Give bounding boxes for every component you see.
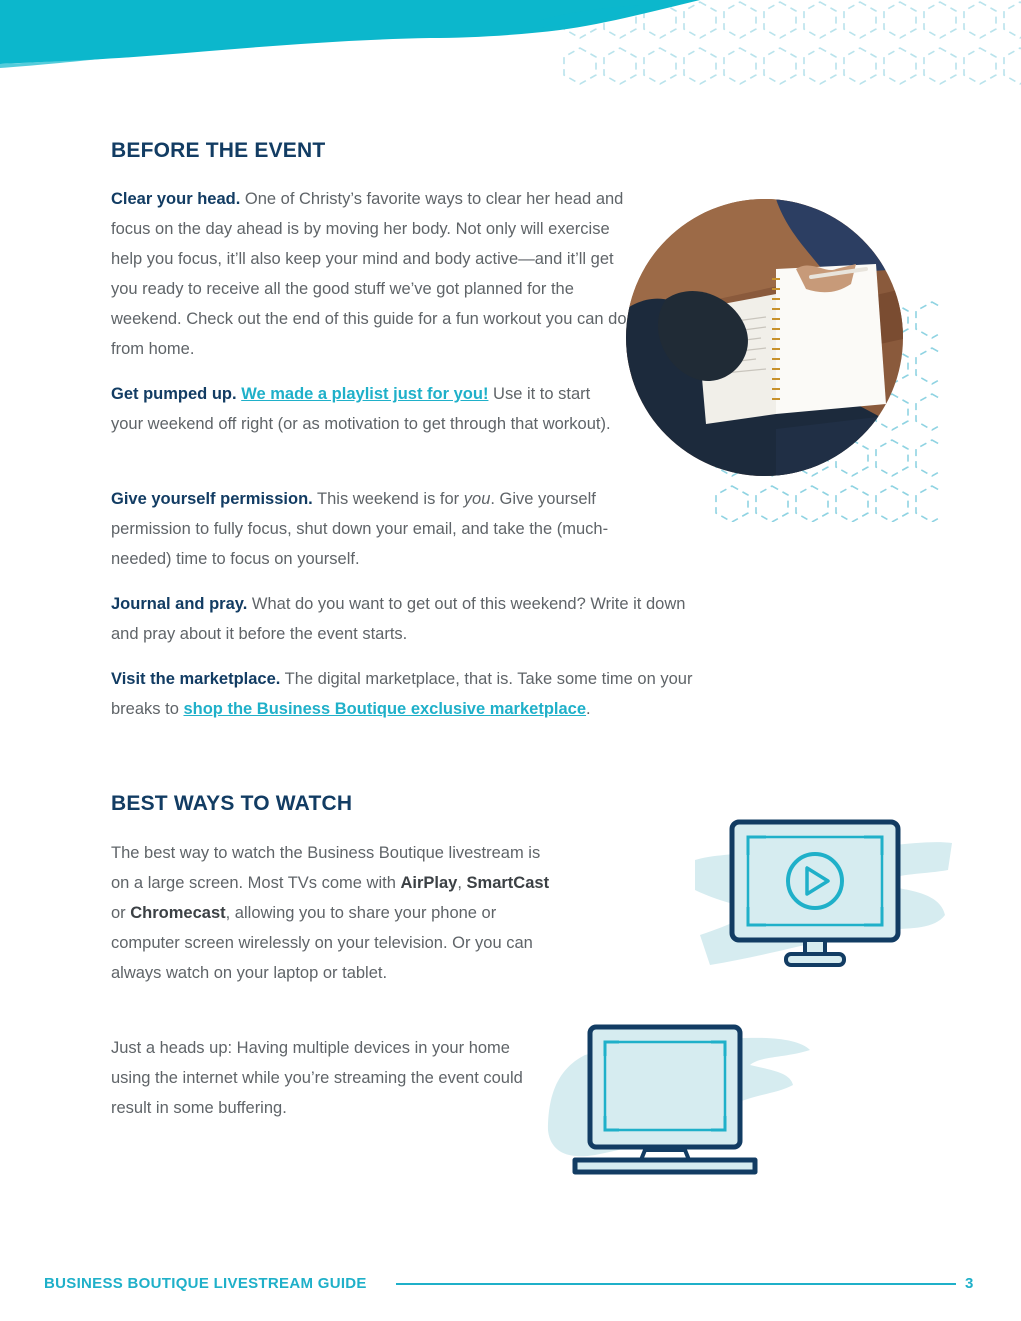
journal-photo [626,199,903,476]
before-event-heading: BEFORE THE EVENT [111,139,326,162]
watch-text-b: , [457,874,467,892]
laptop-icon [545,1020,815,1180]
permission-lead: Give yourself permission. [111,490,313,508]
marketplace-end: . [586,700,591,718]
permission-paragraph [111,484,656,574]
marketplace-paragraph [111,664,711,724]
playlist-link[interactable]: We made a playlist just for you! [241,385,489,403]
marketplace-link[interactable]: shop the Business Boutique exclusive marketplace [183,700,587,718]
watch-text-c: or [111,904,131,922]
permission-text-a: This weekend is for [312,490,464,508]
journal-text: What do you want to get out of this weekend? Write it down and pray about it before the event starts. [111,595,686,643]
pumped-up-text: Use it to start your weekend off right (or as motivation to get through that workout). [111,385,611,433]
clear-head-lead: Clear your head. [111,190,241,208]
pumped-up-lead: Get pumped up. [111,385,237,403]
journal-paragraph [111,589,701,649]
page-number: 3 [965,1275,974,1292]
monitor-play-icon [690,815,955,975]
watch-paragraph-2: Just a heads up: Having multiple devices in your home using the internet while you’re streaming the event could result in some buffering. [111,1039,523,1117]
clear-head-paragraph [111,184,641,364]
smartcast-label: SmartCast [466,874,550,892]
footer-title: BUSINESS BOUTIQUE LIVESTREAM GUIDE [44,1275,367,1292]
permission-emphasis: you [463,490,491,508]
clear-head-text: One of Christy’s favorite ways to clear her head and focus on the day ahead is by moving her body. Not only will exercise help you focus, it’ll also keep your mind and body active—and it’ll get you ready to receive all the good stuff we’ve got planned for the weekend. Check out the end of this guide for a fun workout you can do from home. [111,190,627,358]
watch-paragraph-1 [111,838,561,988]
footer-divider [396,1283,956,1285]
watch-text-d: , allowing you to share your phone or computer screen wirelessly on your television. Or you can always watch on your laptop or tablet. [111,904,533,982]
airplay-label: AirPlay [400,874,458,892]
marketplace-text: The digital marketplace, that is. Take some time on your breaks to [111,670,693,718]
marketplace-lead: Visit the marketplace. [111,670,281,688]
header-decoration [0,0,1021,95]
chromecast-label: Chromecast [130,904,226,922]
pumped-up-paragraph [111,379,611,439]
journal-lead: Journal and pray. [111,595,248,613]
permission-text-b: . Give yourself permission to fully focus, shut down your email, and take the (much-needed) time to focus on yourself. [111,490,609,568]
best-ways-heading: BEST WAYS TO WATCH [111,792,353,815]
watch-text-a: The best way to watch the Business Boutique livestream is on a large screen. Most TVs come with [111,844,541,892]
